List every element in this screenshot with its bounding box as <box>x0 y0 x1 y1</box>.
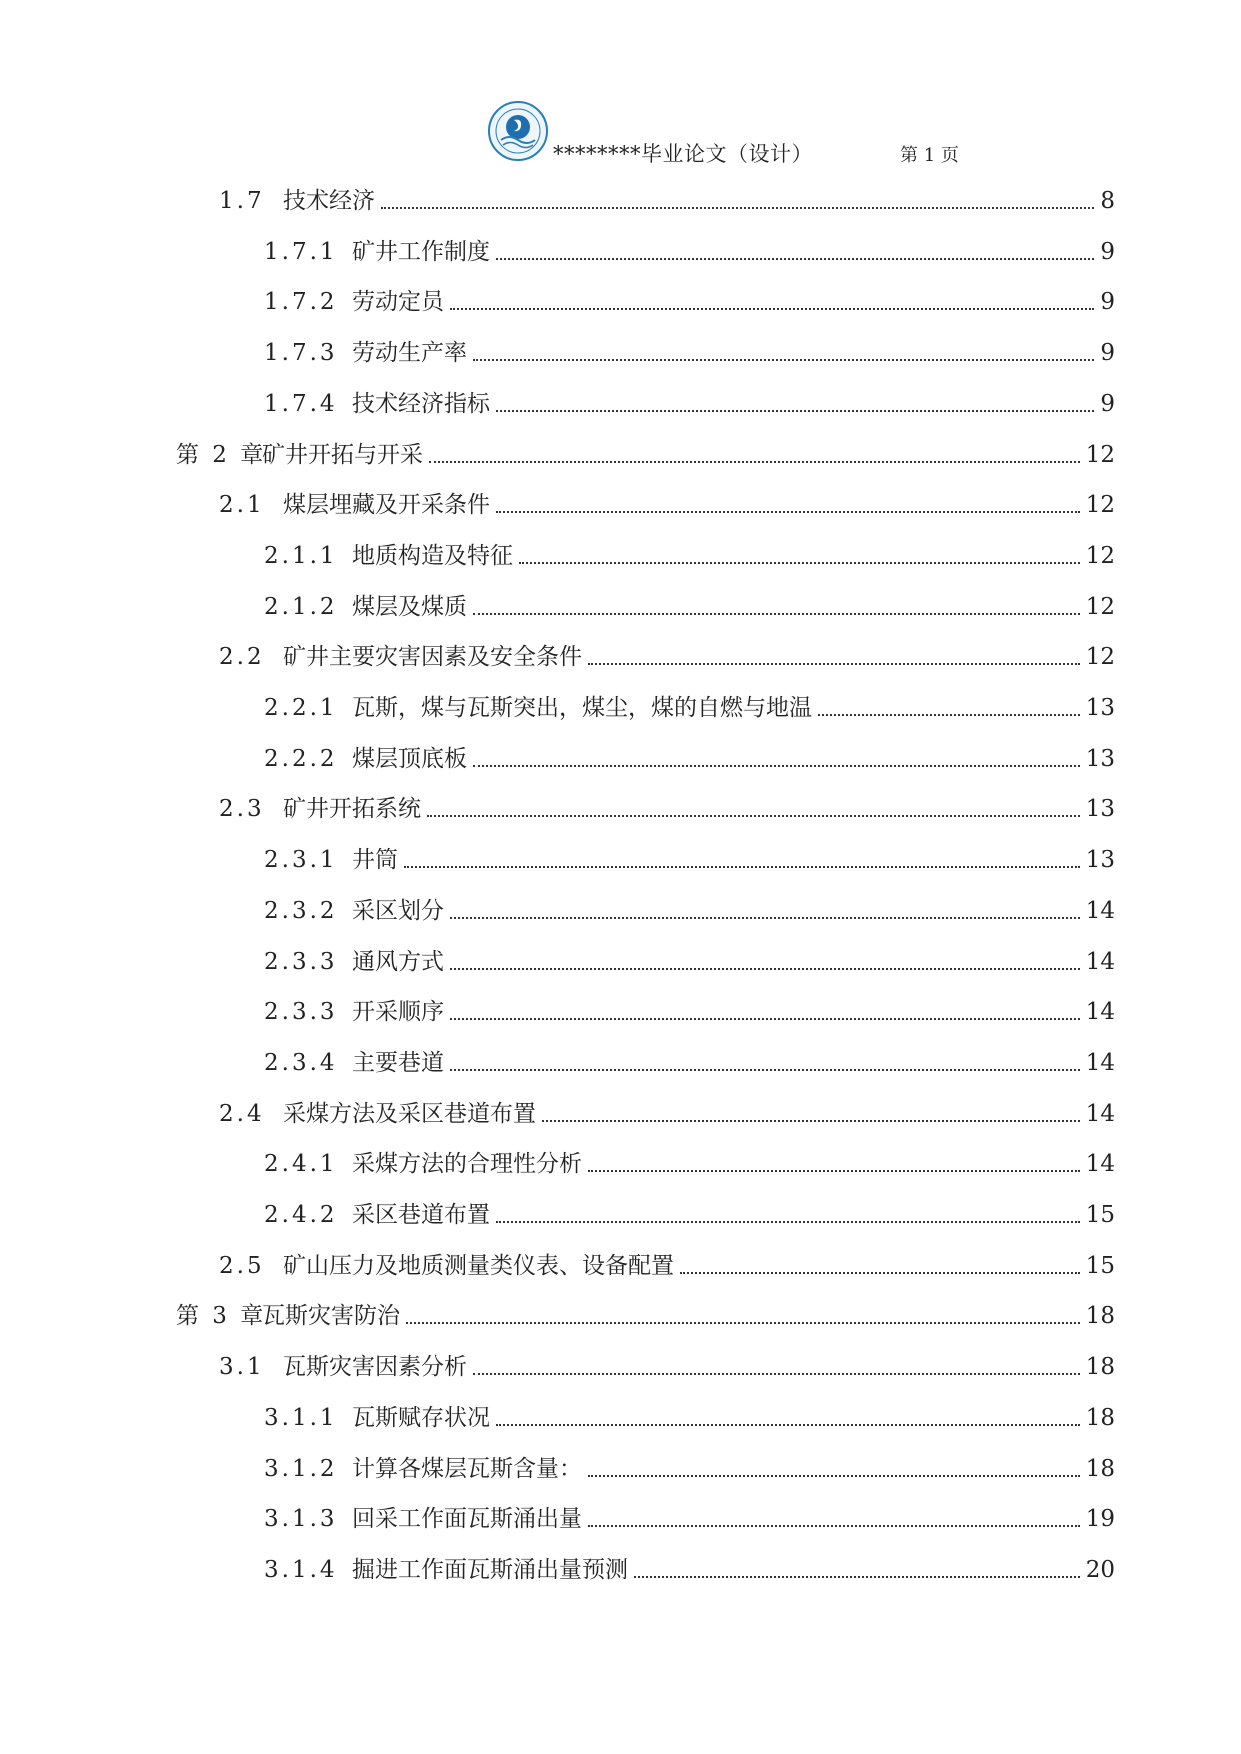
page-header <box>0 0 1241 170</box>
toc-entry-page: 15 <box>1085 1202 1115 1228</box>
toc-entry-number: 第 3 章 <box>176 1303 267 1330</box>
toc-entry[interactable] <box>219 486 1115 520</box>
toc-entry-title: 主要巷道 <box>352 1049 444 1076</box>
toc-entry-title: 掘进工作面瓦斯涌出量预测 <box>352 1556 628 1583</box>
toc-entry[interactable] <box>264 740 1115 774</box>
toc-entry-title: 技术经济 <box>283 188 375 214</box>
toc-dot-leader <box>450 1069 1080 1071</box>
toc-entry-number: 3.1.4 <box>264 1556 338 1583</box>
toc-dot-leader <box>429 461 1080 463</box>
toc-entry-number: 2.3 <box>219 796 265 823</box>
toc-entry-page: 18 <box>1085 1404 1115 1431</box>
toc-entry-page: 12 <box>1085 542 1115 569</box>
toc-entry-title: 采煤方法的合理性分析 <box>352 1151 582 1178</box>
toc-entry-number: 2.1.1 <box>264 542 338 569</box>
toc-dot-leader <box>496 410 1094 412</box>
toc-dot-leader <box>473 1373 1080 1375</box>
toc-entry-title: 矿井开拓与开采 <box>262 441 423 468</box>
toc-entry-title: 煤层顶底板 <box>352 745 467 772</box>
toc-entry[interactable] <box>176 1297 1115 1331</box>
toc-dot-leader <box>818 714 1080 716</box>
toc-entry-number: 2.1 <box>219 492 265 519</box>
toc-entry-page: 12 <box>1085 492 1115 519</box>
toc-entry[interactable] <box>264 841 1115 875</box>
toc-entry-number: 1.7.3 <box>264 340 338 367</box>
toc-dot-leader <box>542 1120 1080 1122</box>
toc-entry-number: 1.7.4 <box>264 390 338 417</box>
toc-entry[interactable] <box>219 182 1115 216</box>
toc-entry-page: 18 <box>1085 1354 1115 1381</box>
toc-entry-title: 矿井工作制度 <box>352 238 490 265</box>
toc-entry-page: 9 <box>1100 289 1115 316</box>
toc-dot-leader <box>588 1525 1080 1527</box>
toc-entry[interactable] <box>264 1399 1115 1433</box>
toc-entry-title: 矿井主要灾害因素及安全条件 <box>283 644 582 671</box>
toc-entry-page: 19 <box>1085 1506 1115 1533</box>
toc-dot-leader <box>496 1221 1080 1223</box>
toc-entry-title: 采区划分 <box>352 897 444 924</box>
university-emblem-icon <box>487 100 549 162</box>
toc-entry-page: 9 <box>1100 238 1115 265</box>
toc-entry-page: 14 <box>1085 999 1115 1026</box>
toc-entry-title: 开采顺序 <box>352 999 444 1026</box>
toc-entry[interactable] <box>264 892 1115 926</box>
toc-entry-page: 14 <box>1085 897 1115 924</box>
page-number: 第 1 页 <box>900 145 959 166</box>
toc-entry-title: 瓦斯赋存状况 <box>352 1404 490 1431</box>
toc-entry-number: 2.4.2 <box>264 1202 338 1228</box>
toc-entry-page: 14 <box>1085 1151 1115 1178</box>
toc-entry[interactable] <box>219 1348 1115 1382</box>
toc-entry-title: 劳动定员 <box>352 289 444 316</box>
toc-entry-number: 3.1.1 <box>264 1404 338 1431</box>
toc-entry-page: 18 <box>1085 1303 1115 1330</box>
toc-dot-leader <box>588 663 1080 665</box>
toc-entry[interactable] <box>264 1500 1115 1534</box>
toc-entry-number: 3.1.3 <box>264 1506 338 1533</box>
toc-dot-leader <box>450 917 1080 919</box>
toc-entry-page: 20 <box>1085 1556 1115 1583</box>
toc-entry-page: 12 <box>1085 441 1115 468</box>
toc-entry[interactable] <box>264 689 1115 723</box>
toc-dot-leader <box>588 1170 1080 1172</box>
toc-entry-number: 2.2.1 <box>264 695 338 721</box>
toc-entry[interactable] <box>219 638 1115 672</box>
toc-dot-leader <box>473 613 1080 615</box>
toc-entry[interactable] <box>264 588 1115 622</box>
toc-entry-title: 地质构造及特征 <box>352 542 513 569</box>
toc-entry-page: 14 <box>1085 1100 1115 1127</box>
toc-entry[interactable] <box>264 1145 1115 1179</box>
toc-entry[interactable] <box>176 436 1115 470</box>
toc-dot-leader <box>450 308 1094 310</box>
toc-dot-leader <box>519 562 1080 564</box>
toc-entry[interactable] <box>264 537 1115 571</box>
toc-entry-number: 1.7 <box>219 188 265 214</box>
toc-entry-number: 第 2 章 <box>176 441 267 468</box>
toc-dot-leader <box>496 511 1080 513</box>
toc-entry-title: 通风方式 <box>352 948 444 975</box>
toc-entry-number: 2.3.2 <box>264 897 338 924</box>
toc-entry-number: 2.4 <box>219 1100 265 1127</box>
toc-entry-page: 9 <box>1100 340 1115 367</box>
toc-entry-page: 13 <box>1085 695 1115 721</box>
toc-entry-page: 8 <box>1100 188 1115 214</box>
toc-dot-leader <box>404 866 1080 868</box>
toc-dot-leader <box>588 1475 1080 1477</box>
toc-dot-leader <box>496 258 1094 260</box>
toc-entry[interactable] <box>264 233 1115 267</box>
toc-entry-number: 2.4.1 <box>264 1151 338 1178</box>
toc-entry-number: 2.2 <box>219 644 265 671</box>
toc-entry[interactable] <box>264 1450 1115 1484</box>
thesis-header-title: ********毕业论文（设计） <box>553 142 813 166</box>
toc-dot-leader <box>450 1018 1080 1020</box>
toc-entry[interactable] <box>264 993 1115 1027</box>
toc-entry-title: 煤层及煤质 <box>352 593 467 620</box>
toc-entry-title: 回采工作面瓦斯涌出量 <box>352 1506 582 1533</box>
toc-dot-leader <box>634 1576 1080 1578</box>
toc-dot-leader <box>381 207 1094 209</box>
toc-entry-page: 9 <box>1100 390 1115 417</box>
toc-entry[interactable] <box>219 1095 1115 1129</box>
toc-entry-number: 2.3.4 <box>264 1049 338 1076</box>
toc-dot-leader <box>427 815 1080 817</box>
toc-entry[interactable] <box>219 790 1115 824</box>
toc-entry-number: 1.7.2 <box>264 289 338 316</box>
toc-entry-title: 采煤方法及采区巷道布置 <box>283 1100 536 1127</box>
toc-entry-number: 2.1.2 <box>264 593 338 620</box>
toc-entry[interactable] <box>264 385 1115 419</box>
toc-entry[interactable] <box>219 1247 1115 1281</box>
toc-entry-page: 18 <box>1085 1455 1115 1482</box>
toc-entry-number: 2.2.2 <box>264 745 338 772</box>
toc-entry[interactable] <box>264 943 1115 977</box>
toc-entry-number: 3.1 <box>219 1354 265 1381</box>
toc-entry-number: 2.3.3 <box>264 999 338 1026</box>
toc-entry-page: 15 <box>1085 1252 1115 1279</box>
toc-entry[interactable] <box>264 1196 1115 1230</box>
toc-entry-number: 2.3.1 <box>264 847 338 874</box>
toc-entry-title: 瓦斯，煤与瓦斯突出，煤尘，煤的自燃与地温 <box>352 695 812 721</box>
toc-entry-title: 井筒 <box>352 847 398 874</box>
toc-entry-title: 瓦斯灾害因素分析 <box>283 1354 467 1381</box>
toc-entry-title: 矿山压力及地质测量类仪表、设备配置 <box>283 1252 674 1279</box>
toc-entry[interactable] <box>264 1044 1115 1078</box>
toc-dot-leader <box>473 359 1094 361</box>
toc-entry[interactable] <box>264 334 1115 368</box>
toc-entry-number: 1.7.1 <box>264 238 338 265</box>
toc-entry-page: 12 <box>1085 593 1115 620</box>
toc-dot-leader <box>680 1272 1080 1274</box>
toc-entry-page: 14 <box>1085 1049 1115 1076</box>
toc-entry-page: 12 <box>1085 644 1115 671</box>
toc-entry-page: 13 <box>1085 745 1115 772</box>
toc-dot-leader <box>473 765 1080 767</box>
toc-entry-title: 采区巷道布置 <box>352 1202 490 1228</box>
toc-entry-title: 瓦斯灾害防治 <box>262 1303 400 1330</box>
toc-entry[interactable] <box>264 283 1115 317</box>
toc-entry-title: 矿井开拓系统 <box>283 796 421 823</box>
toc-dot-leader <box>496 1424 1080 1426</box>
toc-entry-title: 计算各煤层瓦斯含量： <box>352 1455 582 1482</box>
toc-dot-leader <box>450 968 1080 970</box>
toc-entry-page: 14 <box>1085 948 1115 975</box>
toc-entry-number: 2.5 <box>219 1252 265 1279</box>
toc-entry-title: 煤层埋藏及开采条件 <box>283 492 490 519</box>
toc-dot-leader <box>406 1322 1080 1324</box>
toc-entry-number: 2.3.3 <box>264 948 338 975</box>
toc-entry-page: 13 <box>1085 796 1115 823</box>
toc-entry-page: 13 <box>1085 847 1115 874</box>
toc-entry-number: 3.1.2 <box>264 1455 338 1482</box>
toc-entry[interactable] <box>264 1551 1115 1585</box>
toc-entry-title: 技术经济指标 <box>352 390 490 417</box>
toc-entry-title: 劳动生产率 <box>352 340 467 367</box>
